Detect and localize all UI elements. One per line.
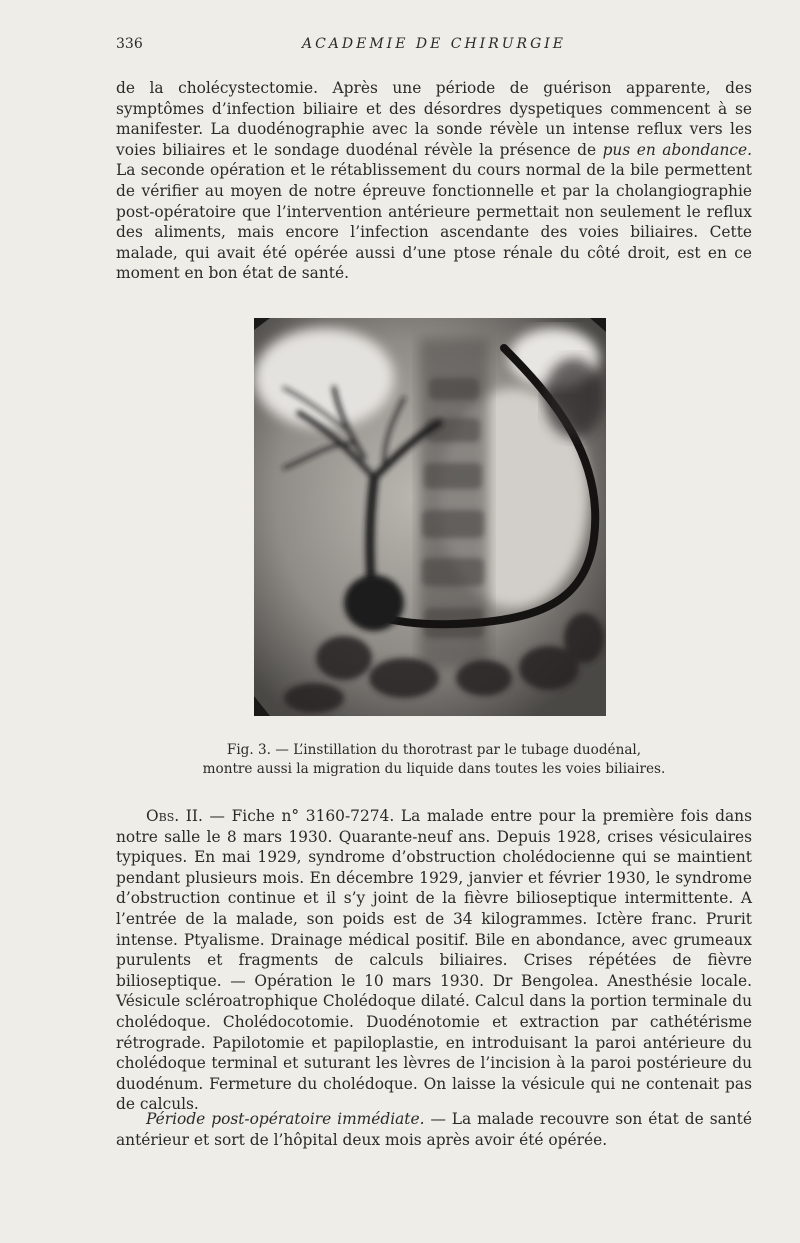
- page-header: [116, 36, 752, 58]
- radiograph-image: [254, 318, 606, 716]
- paragraph-3-text: — La malade recouvre son état de santé antérieur et sort de l’hôpital deux mois après avoir été opérée.: [116, 1110, 752, 1149]
- paragraph-2: [116, 806, 752, 1115]
- caption-line-1: Fig. 3. — L’instillation du thorotrast par le tubage duodénal,: [226, 742, 642, 758]
- paragraph-1-italic: pus en abondance.: [602, 140, 753, 159]
- paragraph-1: [116, 78, 752, 284]
- figure-caption: [116, 741, 752, 779]
- caption-line-2: montre aussi la migration du liquide dans toutes les voies biliaires.: [202, 761, 666, 777]
- running-title: ACADEMIE DE CHIRURGIE: [301, 36, 567, 52]
- paragraph-3: [116, 1109, 752, 1150]
- paragraph-2-text: — Fiche n° 3160-7274. La malade entre pour la première fois dans notre salle le 8 mars 1930. Quarante-neuf ans. Depuis 1928, crises vésiculaires typiques. En mai 1929, syndrome d’obstruction cholédocienne qui se maintient pendant plusieurs mois. En décembre 1929, janvier et février 1930, le syndrome d’obstruction continue et il s’y joint de la fièvre bilioseptique intermittente. A l’entrée de la malade, son poids est de 34 kilogrammes. Ictère franc. Prurit intense. Ptyalisme. Drainage médical positif. Bile en abondance, avec grumeaux purulents et fragments de calculs biliaires. Crises répétées de fièvre bilioseptique. — Opération le 10 mars 1930. Dr Bengolea. Anesthésie locale. Vésicule scléroatrophique Cholédoque dilaté. Calcul dans la portion terminale du cholédoque. Cholédocotomie. Duodénotomie et extraction par cathétérisme rétrograde. Papilotomie et papiloplastie, en introduisant la paroi antérieure du cholédoque terminal et suturant les lèvres de l’incision à la paroi postérieure du duodénum. Fermeture du cholédoque. On laisse la vésicule qui ne contenait pas de calculs.: [116, 807, 752, 1114]
- paragraph-1-text: de la cholécystectomie. Après une période de guérison apparente, des symptômes d’infection biliaire et des désordres dyspetiques commencent à se manifester. La duodénographie avec la sonde révèle un intense reflux vers les voies biliaires et le sondage duodénal révèle la présence de: [116, 79, 752, 159]
- radiograph-figure: [254, 318, 606, 716]
- page-number: 336: [116, 36, 143, 52]
- paragraph-3-lead: Période post-opératoire immédiate.: [146, 1110, 425, 1128]
- observation-label: Obs. II.: [146, 807, 203, 825]
- paragraph-1-rest: La seconde opération et le rétablissement du cours normal de la bile permettent de vérifier au moyen de notre épreuve fonctionnelle et par la cholangiographie post-opératoire que l’intervention antérieure permettait non seulement le reflux des aliments, mais encore l’infection ascendante des voies biliaires. Cette malade, qui avait été opérée aussi d’une ptose rénale du côté droit, est en ce moment en bon état de santé.: [116, 161, 752, 283]
